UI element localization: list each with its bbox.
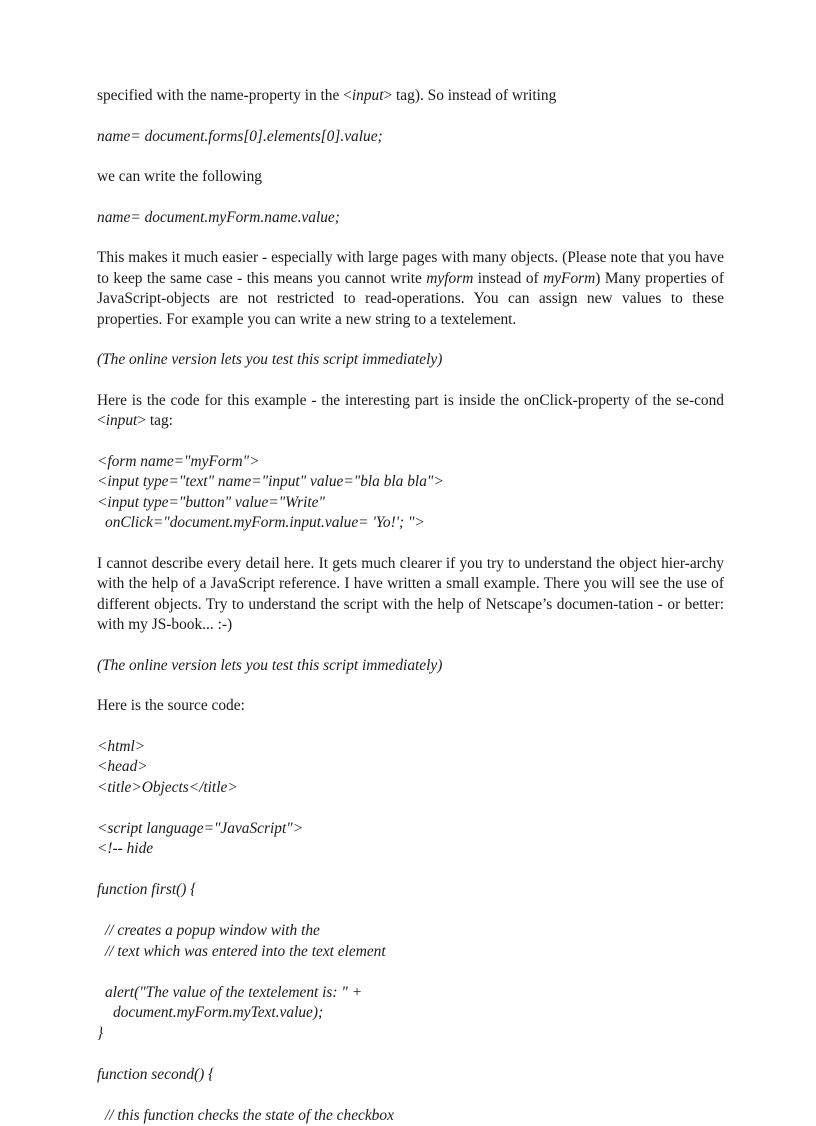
- paragraph-object-hierarchy: I cannot describe every detail here. It gets much clearer if you try to understand the object hier-archy with the help of a JavaScript reference. I have written a small example. There you will see the use of different objects. Try to understand the script with the help of Netscape’s documen-tation - or better: with my JS-book... :-): [97, 554, 724, 636]
- paragraph-code-intro: Here is the code for this example - the interesting part is inside the onClick-property of the se-cond <input> tag:: [97, 391, 724, 432]
- code-line: <script language="JavaScript">: [97, 819, 724, 840]
- code-example-myform: name= document.myForm.name.value;: [97, 208, 724, 229]
- form-code-block: [97, 452, 724, 534]
- code-line: alert("The value of the textelement is: " +: [97, 983, 724, 1004]
- code-line: // text which was entered into the text element: [97, 942, 724, 963]
- code-line: onClick="document.myForm.input.value= 'Yo!'; ">: [97, 513, 724, 534]
- paragraph-intro: specified with the name-property in the <input> tag). So instead of writing: [97, 86, 724, 107]
- code-line: function first() {: [97, 880, 724, 901]
- paragraph-we-can-write: we can write the following: [97, 167, 724, 188]
- code-line: // this function checks the state of the checkbox: [97, 1106, 724, 1126]
- paragraph-easier: This makes it much easier - especially with large pages with many objects. (Please note that you have to keep the same case - this means you cannot write myform instead of myForm) Many properties of JavaScript-objects are not restricted to read-operations. You can assign new values to these properties. For example you can write a new string to a textelement.: [97, 248, 724, 330]
- paragraph-source-code-intro: Here is the source code:: [97, 696, 724, 717]
- code-line: function second() {: [97, 1065, 724, 1086]
- inline-tag: input: [352, 87, 384, 104]
- code-line: <html>: [97, 737, 724, 758]
- document-page: [97, 86, 724, 1126]
- code-example-forms: name= document.forms[0].elements[0].value;: [97, 127, 724, 148]
- code-line: <!-- hide: [97, 839, 724, 860]
- code-line: <input type="text" name="input" value="bla bla bla">: [97, 472, 724, 493]
- code-line: <title>Objects</title>: [97, 778, 724, 799]
- source-code-block: [97, 737, 724, 1126]
- online-version-note: (The online version lets you test this script immediately): [97, 656, 724, 677]
- code-line: // creates a popup window with the: [97, 921, 724, 942]
- online-version-note: (The online version lets you test this script immediately): [97, 350, 724, 371]
- code-line: <form name="myForm">: [97, 452, 724, 473]
- code-line: document.myForm.myText.value);: [97, 1003, 724, 1024]
- code-line: }: [97, 1024, 724, 1045]
- code-line: <input type="button" value="Write": [97, 493, 724, 514]
- code-line: <head>: [97, 757, 724, 778]
